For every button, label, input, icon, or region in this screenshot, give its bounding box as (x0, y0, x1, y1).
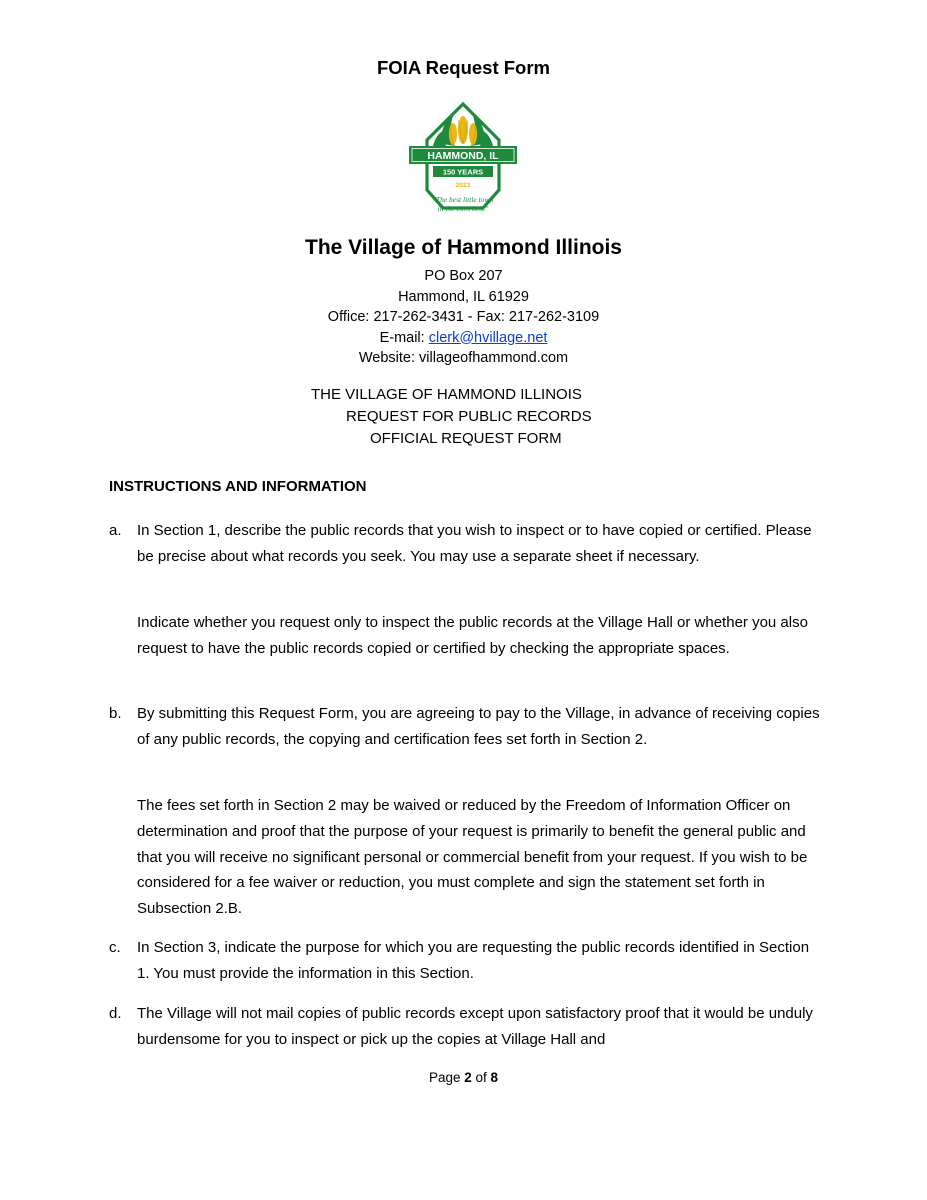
instruction-item-d (109, 1001, 821, 1053)
item-paragraph: In Section 3, indicate the purpose for which you are requesting the public records identified in Section 1. You must provide the information in this Section. (137, 939, 810, 982)
city-address: Hammond, IL 61929 (398, 288, 529, 305)
email-line (0, 328, 927, 349)
website: Website: villageofhammond.com (358, 350, 569, 366)
logo-year-text: 2023 (455, 182, 471, 189)
contact-block (0, 266, 927, 369)
form-heading-line3: OFFICIAL REQUEST FORM (370, 430, 562, 447)
logo-town-text: HAMMOND, IL (427, 150, 499, 162)
email-label: E-mail: (379, 329, 429, 346)
logo-slogan-line1: "The best little town (432, 195, 494, 204)
page-total: 8 (490, 1070, 499, 1085)
item-letter: b. (109, 705, 122, 722)
item-paragraph: The fees set forth in Section 2 may be waived or reduced by the Freedom of Information Officer on determination and proof that the purpose of your request is primarily to benefit the general public and that you will receive no significant personal or commercial benefit from your request. If you wish to be considered for a fee waiver or reduction, you must complete and sign the statement set forth in Subsection 2.B. (137, 797, 808, 918)
instruction-item-b (109, 701, 821, 753)
phone-fax: Office: 217-262-3431 - Fax: 217-262-3109 (327, 309, 600, 325)
form-heading-line2: REQUEST FOR PUBLIC RECORDS (346, 408, 592, 425)
page-label: Page (428, 1070, 465, 1085)
logo-years-text: 150 YEARS (442, 167, 484, 177)
page-of: of (471, 1070, 491, 1085)
item-letter: d. (109, 1005, 122, 1022)
instruction-item-a (109, 518, 821, 570)
instruction-item-b-p2 (109, 793, 821, 922)
item-letter: a. (109, 522, 122, 539)
instruction-item-a-p2 (109, 610, 821, 662)
village-name: The Village of Hammond Illinois (305, 236, 622, 259)
po-box: PO Box 207 (424, 268, 503, 284)
item-letter: c. (109, 939, 121, 956)
page-number: 2 (464, 1070, 472, 1085)
item-paragraph: By submitting this Request Form, you are agreeing to pay to the Village, in advance of receiving copies of any public records, the copying and certification fees set forth in Section 2. (137, 705, 820, 748)
hammond-150-years-logo (403, 98, 523, 220)
page-footer (0, 1070, 927, 1085)
logo-slogan-line2: in the corn belt." (437, 204, 489, 213)
instructions-heading: INSTRUCTIONS AND INFORMATION (109, 478, 367, 495)
email-link[interactable]: clerk@hvillage.net (428, 329, 548, 346)
form-heading-line1: THE VILLAGE OF HAMMOND ILLINOIS (311, 386, 582, 403)
item-paragraph: In Section 1, describe the public records that you wish to inspect or to have copied or certified. Please be precise about what records you seek. You may use a separate sheet if necessary. (137, 522, 812, 565)
instruction-item-c (109, 935, 821, 987)
item-paragraph: The Village will not mail copies of public records except upon satisfactory proof that it would be unduly burdensome for you to inspect or pick up the copies at Village Hall and (137, 1005, 813, 1048)
item-paragraph: Indicate whether you request only to inspect the public records at the Village Hall or whether you also request to have the public records copied or certified by checking the appropriate spaces. (137, 614, 808, 657)
page-title: FOIA Request Form (376, 57, 551, 78)
